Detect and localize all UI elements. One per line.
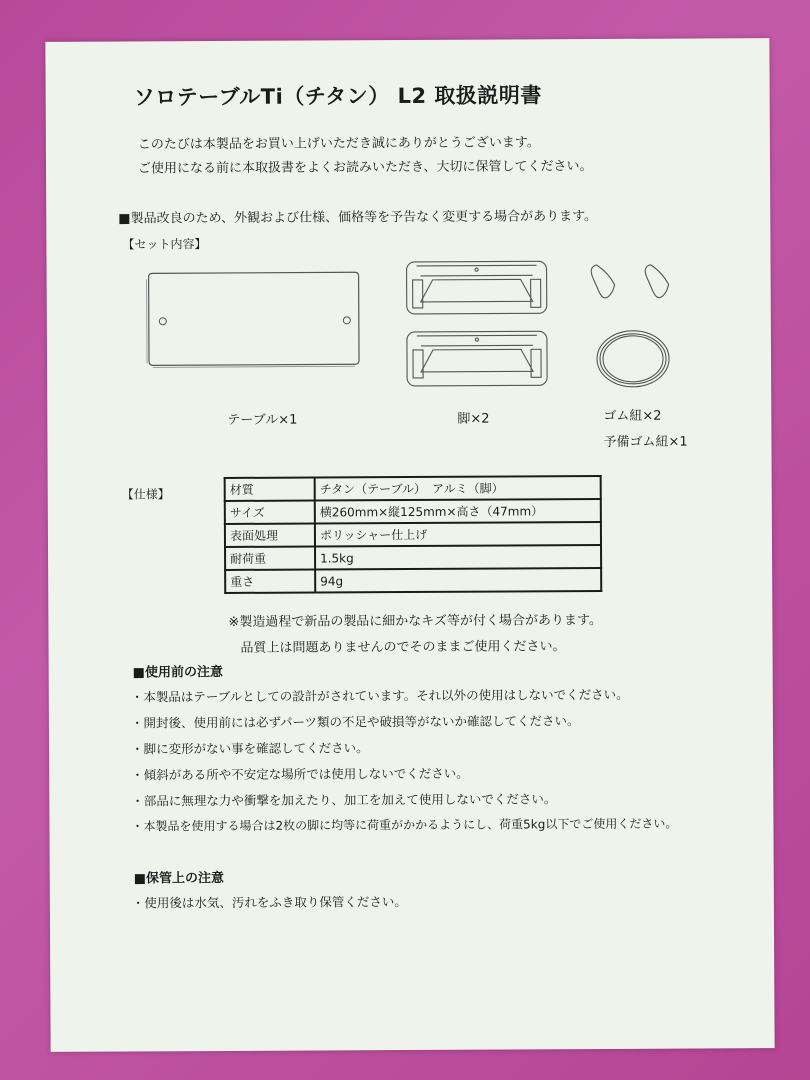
spec-table — [224, 475, 603, 594]
spec-row — [225, 476, 601, 501]
spec-row — [225, 522, 601, 547]
spec-row — [225, 568, 601, 593]
before-use-item: ・開封後、使用前には必ずパーツ類の不足や破損等がないか確認してください。 — [130, 713, 580, 731]
spec-value: 94g — [315, 568, 601, 592]
spec-value: 1.5kg — [315, 545, 601, 569]
spec-key: サイズ — [225, 500, 315, 523]
spec-note-2: 品質上は問題ありませんのでそのままご使用ください。 — [240, 639, 566, 656]
spec-value: ポリッシャー仕上げ — [315, 522, 601, 546]
spec-key: 耐荷重 — [225, 546, 315, 569]
intro-line-1: このたびは本製品をお買い上げいただき誠にありがとうございます。 — [137, 135, 540, 153]
spec-note-1: ※製造過程で新品の製品に細かなキズ等が付く場合があります。 — [228, 612, 603, 630]
before-use-item: ・本製品を使用する場合は2枚の脚に均等に荷重がかかるようにし、荷重5kg以下でご使用ください。 — [131, 816, 678, 834]
storage-heading: ■保管上の注意 — [133, 870, 225, 887]
before-use-item: ・脚に変形がない事を確認してください。 — [131, 740, 369, 757]
spec-key: 材質 — [225, 477, 315, 500]
spec-value: チタン（テーブル） アルミ（脚） — [315, 476, 601, 500]
spec-row — [225, 499, 601, 524]
caption-spare-cord: 予備ゴム紐×1 — [603, 434, 688, 450]
spec-row — [225, 545, 601, 570]
instruction-sheet — [45, 38, 774, 1052]
storage-item: ・使用後は水気、汚れをふき取り保管ください。 — [131, 894, 407, 911]
before-use-heading: ■使用前の注意 — [132, 664, 224, 681]
caption-legs: 脚×2 — [457, 411, 490, 427]
caption-table: テーブル×1 — [227, 412, 298, 428]
intro-line-2: ご使用になる前に本取扱書をよくお読みいただき、大切に保管してください。 — [137, 159, 593, 177]
legs-illustration — [402, 257, 551, 392]
spec-key: 表面処理 — [225, 523, 315, 546]
caption-rubber-cords: ゴム紐×2 — [603, 408, 662, 424]
table-top-illustration — [143, 268, 366, 373]
spec-key: 重さ — [225, 569, 315, 592]
rubber-cords-illustration — [587, 261, 692, 392]
change-notice: ■製品改良のため、外観および仕様、価格等を予告なく変更する場合があります。 — [118, 209, 598, 227]
before-use-item: ・部品に無理な力や衝撃を加えたり、加工を加えて使用しないでください。 — [131, 791, 557, 809]
before-use-item: ・傾斜がある所や不安定な場所では使用しないでください。 — [131, 765, 469, 783]
spec-label: 【仕様】 — [121, 487, 170, 502]
before-use-item: ・本製品はテーブルとしての設計がされています。それ以外の使用はしないでください。 — [130, 686, 629, 705]
document-title: ソロテーブルTi（チタン） L2 取扱説明書 — [133, 83, 542, 110]
set-contents-label: 【セット内容】 — [122, 237, 207, 252]
spec-value: 横260mm×縦125mm×高さ（47mm） — [315, 499, 601, 523]
